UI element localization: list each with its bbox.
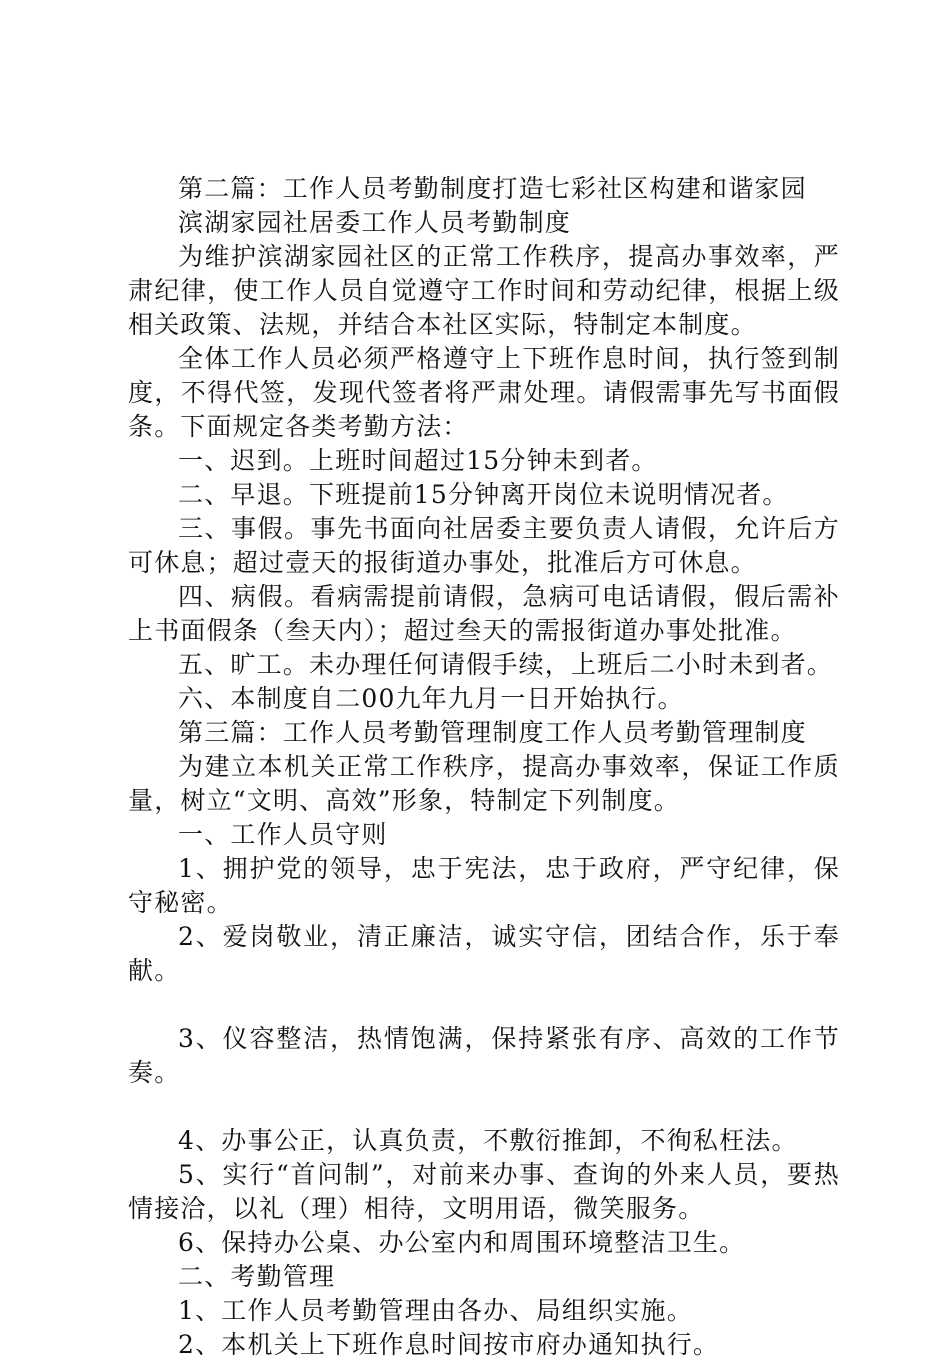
blank-line bbox=[128, 988, 840, 1022]
document-body bbox=[128, 172, 840, 1362]
regulation-title: 滨湖家园社居委工作人员考勤制度 bbox=[178, 208, 572, 237]
management-item-1: 1、工作人员考勤管理由各办、局组织实施。 bbox=[178, 1296, 693, 1325]
rule-item-early-leave: 二、早退。下班提前15分钟离开岗位未说明情况者。 bbox=[178, 480, 789, 509]
rule-item-late: 一、迟到。上班时间超过15分钟未到者。 bbox=[178, 446, 658, 475]
paragraph-purpose: 为维护滨湖家园社区的正常工作秩序，提高办事效率，严肃纪律，使工作人员自觉遵守工作时间和劳动纪律，根据上级相关政策、法规，并结合本社区实际，特制定本制度。 bbox=[128, 242, 840, 339]
rule-item-effective-date: 六、本制度自二00九年九月一日开始执行。 bbox=[178, 684, 684, 713]
heading-attendance-management: 二、考勤管理 bbox=[178, 1262, 336, 1291]
code-item-1: 1、拥护党的领导，忠于宪法，忠于政府，严守纪律，保守秘密。 bbox=[128, 854, 840, 917]
code-item-3: 3、仪容整洁，热情饱满，保持紧张有序、高效的工作节奏。 bbox=[128, 1024, 840, 1087]
rule-item-personal-leave: 三、事假。事先书面向社居委主要负责人请假，允许后方可休息；超过壹天的报街道办事处，批准后方可休息。 bbox=[128, 514, 840, 577]
section-title-part-two: 第二篇：工作人员考勤制度打造七彩社区构建和谐家园 bbox=[178, 174, 807, 203]
code-item-2: 2、爱岗敬业，清正廉洁，诚实守信，团结合作，乐于奉献。 bbox=[128, 922, 840, 985]
code-item-6: 6、保持办公桌、办公室内和周围环境整洁卫生。 bbox=[178, 1228, 746, 1257]
rule-item-sick-leave: 四、病假。看病需提前请假，急病可电话请假，假后需补上书面假条（叁天内）；超过叁天的需报街道办事处批准。 bbox=[128, 582, 840, 645]
rule-item-absence: 五、旷工。未办理任何请假手续，上班后二小时未到者。 bbox=[178, 650, 834, 679]
paragraph-general-rule: 全体工作人员必须严格遵守上下班作息时间，执行签到制度，不得代签，发现代签者将严肃处理。请假需事先写书面假条。下面规定各类考勤方法： bbox=[128, 344, 840, 441]
code-item-4: 4、办事公正，认真负责，不敷衍推卸，不徇私枉法。 bbox=[178, 1126, 798, 1155]
code-item-5: 5、实行“首问制”，对前来办事、查询的外来人员，要热情接洽，以礼（理）相待，文明用语，微笑服务。 bbox=[128, 1160, 840, 1223]
paragraph-purpose-two: 为建立本机关正常工作秩序，提高办事效率，保证工作质量，树立“文明、高效”形象，特制定下列制度。 bbox=[128, 752, 840, 815]
heading-staff-code: 一、工作人员守则 bbox=[178, 820, 388, 849]
blank-line bbox=[128, 1090, 840, 1124]
management-item-2: 2、本机关上下班作息时间按市府办通知执行。 bbox=[178, 1330, 720, 1359]
section-title-part-three: 第三篇：工作人员考勤管理制度工作人员考勤管理制度 bbox=[178, 718, 807, 747]
